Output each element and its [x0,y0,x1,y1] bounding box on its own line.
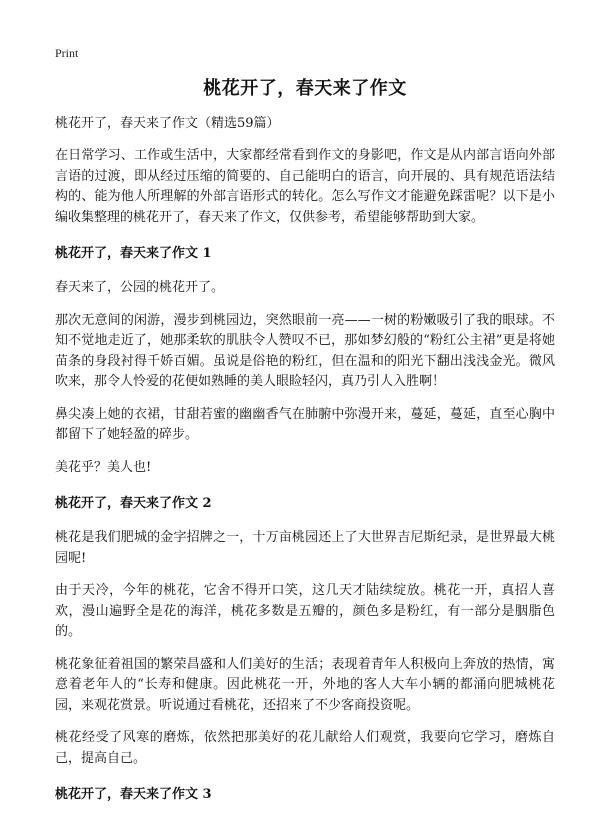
paragraph: 鼻尖凑上她的衣裙，甘甜若蜜的幽幽香气在肺腑中弥漫开来，蔓延，蔓延，直至心胸中都留下了她轻盈的碎步。 [55,406,555,442]
paragraph: 那次无意间的闲游，漫步到桃园边，突然眼前一亮——一树的粉嫩吸引了我的眼球。不知不觉地走近了，她那柔软的肌肤令人赞叹不已，那如梦幻般的“粉红公主裙”更是将她苗条的身段衬得千娇百媚。虽说是俗艳的粉红，但在温和的阳光下翻出浅浅金光。微风吹来，那令人怜爱的花便如熟睡的美人眼睑轻闪，真乃引人入胜啊！ [55,312,555,389]
page-title: 桃花开了，春天来了作文 [203,78,407,99]
paragraph: 桃花经受了风寒的磨炼，依然把那美好的花儿献给人们观赏，我要向它学习，磨炼自己，提高自己。 [55,730,555,766]
paragraph: 春天来了，公园的桃花开了。 [55,280,225,295]
paragraph: 桃花是我们肥城的金字招牌之一，十万亩桃园还上了大世界吉尼斯纪录，是世界最大桃园呢! [55,530,555,566]
section-heading: 桃花开了，春天来了作文 2 [55,496,212,511]
section-heading: 桃花开了，春天来了作文 3 [55,787,212,802]
section-heading: 桃花开了，春天来了作文 1 [55,246,212,261]
document [55,74,555,805]
paragraph: 由于天冷，今年的桃花，它舍不得开口笑，这几天才陆续绽放。桃花一开，真招人喜欢，漫山遍野全是花的海洋，桃花多数是五瓣的，颜色多是粉红，有一部分是胭脂色的。 [55,583,555,639]
subtitle: 桃花开了，春天来了作文（精选59篇） [55,116,280,131]
paragraph: 桃花象征着祖国的繁荣昌盛和人们美好的生活；表现着青年人积极向上奔放的热情，寓意着老年人的“长寿和健康。因此桃花一开，外地的客人大车小辆的都涌向肥城桃花园，来观花赏景。听说通过看桃花，还招来了不少客商投资呢。 [55,656,555,713]
print-link[interactable]: Print [55,46,79,60]
intro-paragraph: 在日常学习、工作或生活中，大家都经常看到作文的身影吧，作文是从内部言语向外部言语的过渡，即从经过压缩的简要的、自己能明白的语言，向开展的、具有规范语法结构的、能为他人所理解的外部言语形式的转化。怎么写作文才能避免踩雷呢？以下是小编收集整理的桃花开了，春天来了作文，仅供参考，希望能够帮助到大家。 [55,148,555,225]
paragraph: 美花乎？美人也! [55,459,152,475]
